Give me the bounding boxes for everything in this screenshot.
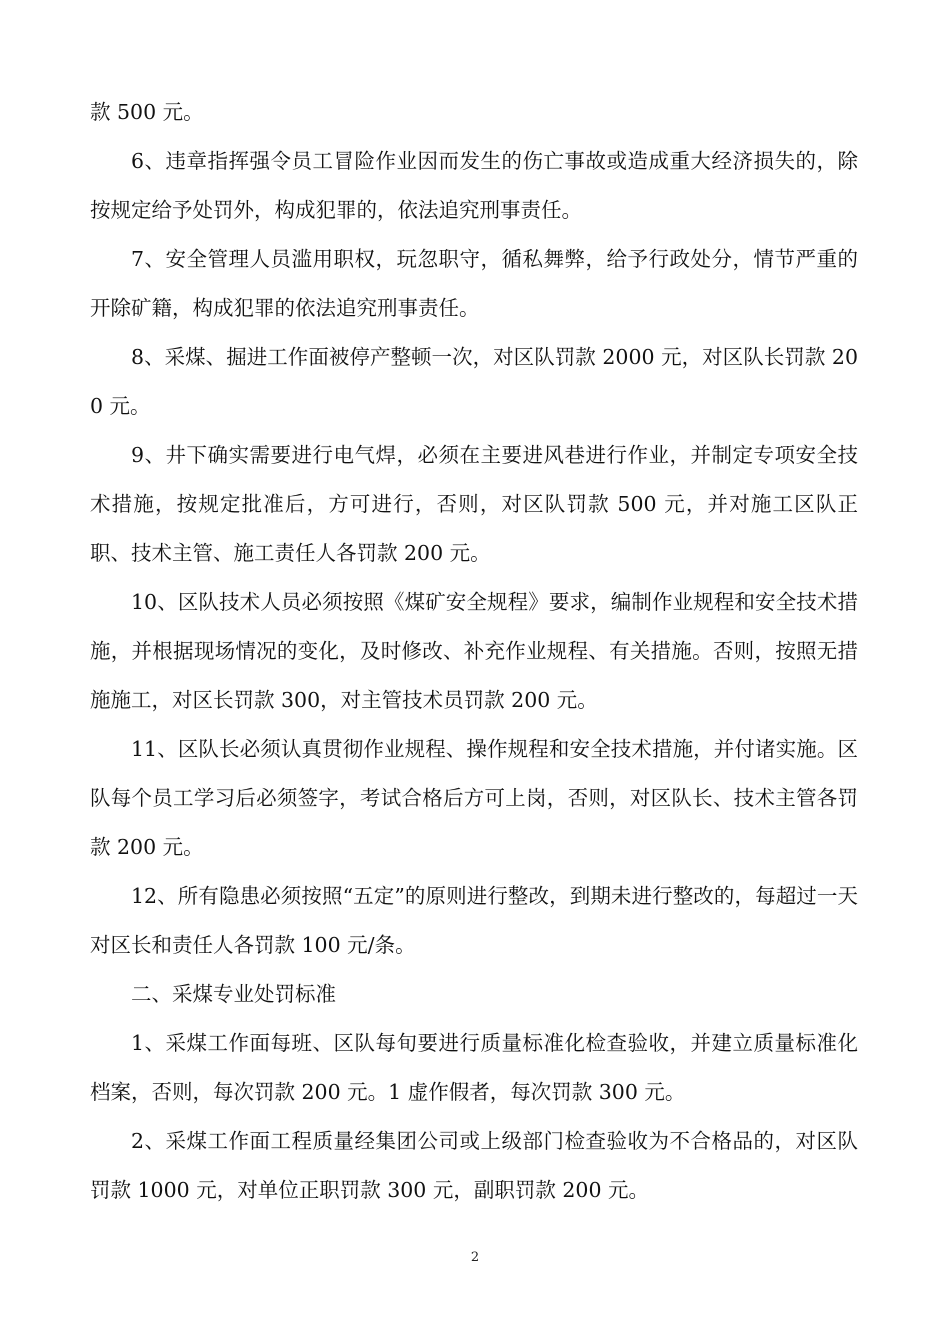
page-number: 2 xyxy=(470,1250,480,1265)
paragraph-item-9: 9、井下确实需要进行电气焊，必须在主要进风巷进行作业，并制定专项安全技术措施，按规定批准后，方可进行，否则，对区队罚款 500 元，并对施工区队正职、技术主管、施工责任人各罚款 200 元。 xyxy=(90,443,858,565)
paragraph-0: 款 500 元。 xyxy=(90,100,204,124)
paragraph-item-8: 8、采煤、掘进工作面被停产整顿一次，对区队罚款 2000 元，对区队长罚款 200 元。 xyxy=(90,345,858,418)
paragraph-section2-item-1: 1、采煤工作面每班、区队每旬要进行质量标准化检查验收，并建立质量标准化档案，否则，每次罚款 200 元。1 虚作假者，每次罚款 300 元。 xyxy=(90,1031,858,1104)
paragraph-item-12: 12、所有隐患必须按照“五定”的原则进行整改，到期未进行整改的，每超过一天对区长和责任人各罚款 100 元/条。 xyxy=(90,884,858,957)
paragraph-section2-item-2: 2、采煤工作面工程质量经集团公司或上级部门检查验收为不合格品的，对区队罚款 1000 元，对单位正职罚款 300 元，副职罚款 200 元。 xyxy=(90,1129,858,1202)
document-body xyxy=(90,88,858,1215)
paragraph-item-10: 10、区队技术人员必须按照《煤矿安全规程》要求，编制作业规程和安全技术措施，并根据现场情况的变化，及时修改、补充作业规程、有关措施。否则，按照无措施施工，对区长罚款 300，对主管技术员罚款 200 元。 xyxy=(90,590,858,712)
section-heading: 二、采煤专业处罚标准 xyxy=(131,982,336,1006)
paragraph-item-6: 6、违章指挥强令员工冒险作业因而发生的伤亡事故或造成重大经济损失的，除按规定给予处罚外，构成犯罪的，依法追究刑事责任。 xyxy=(90,149,858,222)
paragraph-item-7: 7、安全管理人员滥用职权，玩忽职守，循私舞弊，给予行政处分，情节严重的开除矿籍，构成犯罪的依法追究刑事责任。 xyxy=(90,247,858,320)
paragraph-item-11: 11、区队长必须认真贯彻作业规程、操作规程和安全技术措施，并付诸实施。区队每个员工学习后必须签字，考试合格后方可上岗，否则，对区队长、技术主管各罚款 200 元。 xyxy=(90,737,858,859)
